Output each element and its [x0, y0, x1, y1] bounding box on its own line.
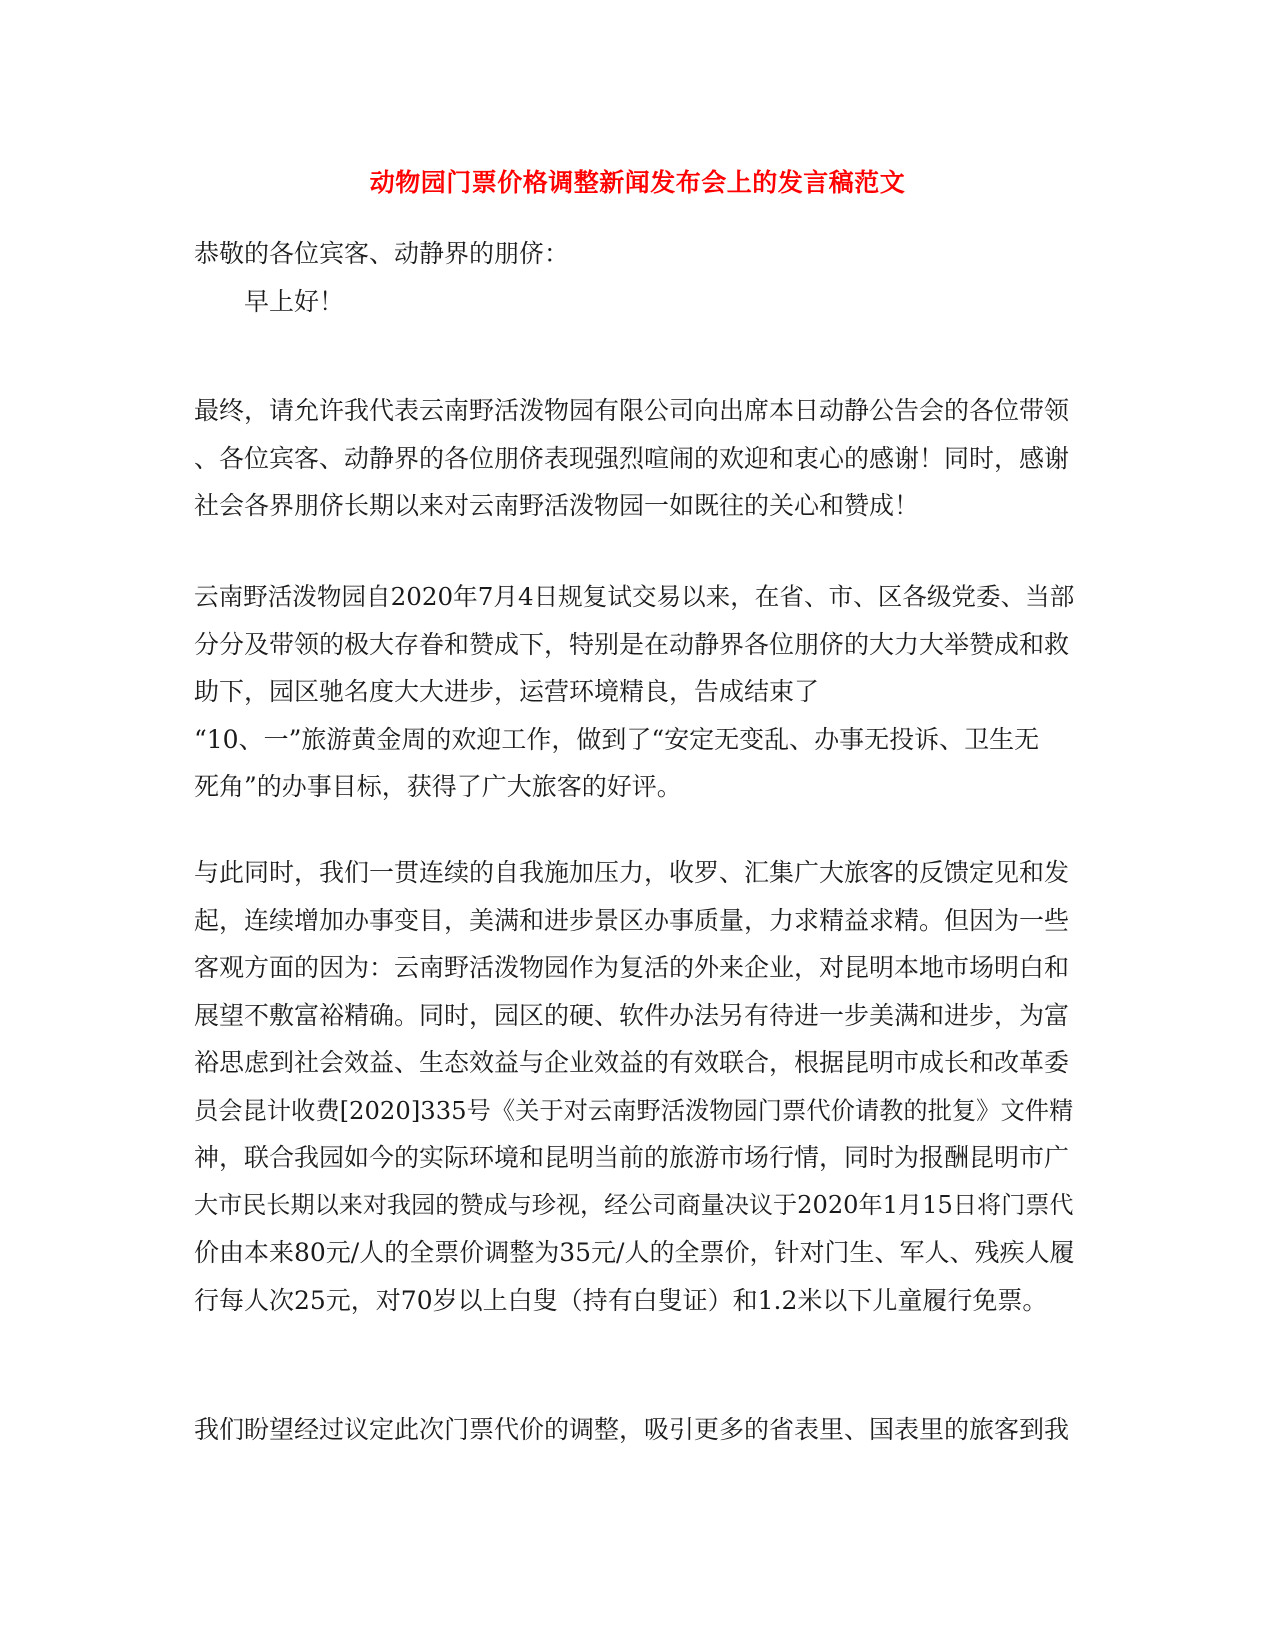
- paragraph-line: 神，联合我园如今的实际环境和昆明当前的旅游市场行情，同时为报酬昆明市广: [194, 1143, 1070, 1172]
- salutation: 恭敬的各位宾客、动静界的朋侪：: [194, 239, 570, 268]
- paragraph-line: 社会各界朋侪长期以来对云南野活泼物园一如既往的关心和赞成！: [194, 491, 920, 520]
- paragraph-line: “10、一”旅游黄金周的欢迎工作，做到了“安定无变乱、办事无投诉、卫生无: [194, 724, 1040, 754]
- paragraph-line: 大市民长期以来对我园的赞成与珍视，经公司商量决议于2020年1月15日将门票代: [194, 1190, 1074, 1219]
- paragraph-line: 起，连续增加办事变目，美满和进步景区办事质量，力求精益求精。但因为一些: [194, 905, 1070, 935]
- paragraph-line: 与此同时，我们一贯连续的自我施加压力，收罗、汇集广大旅客的反馈定见和发: [194, 858, 1070, 887]
- paragraph-line: 行每人次25元，对70岁以上白叟（持有白叟证）和1.2米以下儿童履行免票。: [194, 1285, 1048, 1315]
- paragraph-line: 分分及带领的极大存眷和赞成下，特别是在动静界各位朋侪的大力大举赞成和救: [194, 629, 1070, 659]
- paragraph-line: 价由本来80元/人的全票价调整为35元/人的全票价，针对门生、军人、残疾人履: [194, 1238, 1075, 1267]
- paragraph-line: 云南野活泼物园自2020年7月4日规复试交易以来，在省、市、区各级党委、当部: [194, 582, 1075, 611]
- paragraph-line: 死角”的办事目标，获得了广大旅客的好评。: [194, 772, 682, 801]
- paragraph-line: 裕思虑到社会效益、生态效益与企业效益的有效联合，根据昆明市成长和改革委: [194, 1048, 1070, 1077]
- salutation-block: [194, 230, 1074, 325]
- paragraph-line: 展望不敷富裕精确。同时，园区的硬、软件办法另有待进一步美满和进步，为富: [194, 1000, 1070, 1030]
- paragraph-3: [194, 849, 1074, 1324]
- paragraph-line: 客观方面的因为：云南野活泼物园作为复活的外来企业，对昆明本地市场明白和: [194, 953, 1070, 982]
- paragraph-line: 员会昆计收费[2020]335号《关于对云南野活泼物园门票代价请教的批复》文件精: [194, 1095, 1074, 1125]
- paragraph-line: 最终，请允许我代表云南野活泼物园有限公司向出席本日动静公告会的各位带领: [194, 396, 1070, 425]
- paragraph-line: 助下，园区驰名度大大进步，运营环境精良，告成结束了: [194, 677, 820, 706]
- document-title: 动物园门票价格调整新闻发布会上的发言稿范文: [369, 168, 906, 197]
- paragraph-line: 我们盼望经过议定此次门票代价的调整，吸引更多的省表里、国表里的旅客到我: [194, 1415, 1070, 1444]
- greeting: 早上好！: [244, 286, 345, 316]
- paragraph-2: [194, 573, 1074, 811]
- paragraph-1: [194, 387, 1074, 530]
- paragraph-4: [194, 1406, 1074, 1454]
- paragraph-line: 、各位宾客、动静界的各位朋侪表现强烈喧闹的欢迎和衷心的感谢！同时，感谢: [194, 443, 1070, 473]
